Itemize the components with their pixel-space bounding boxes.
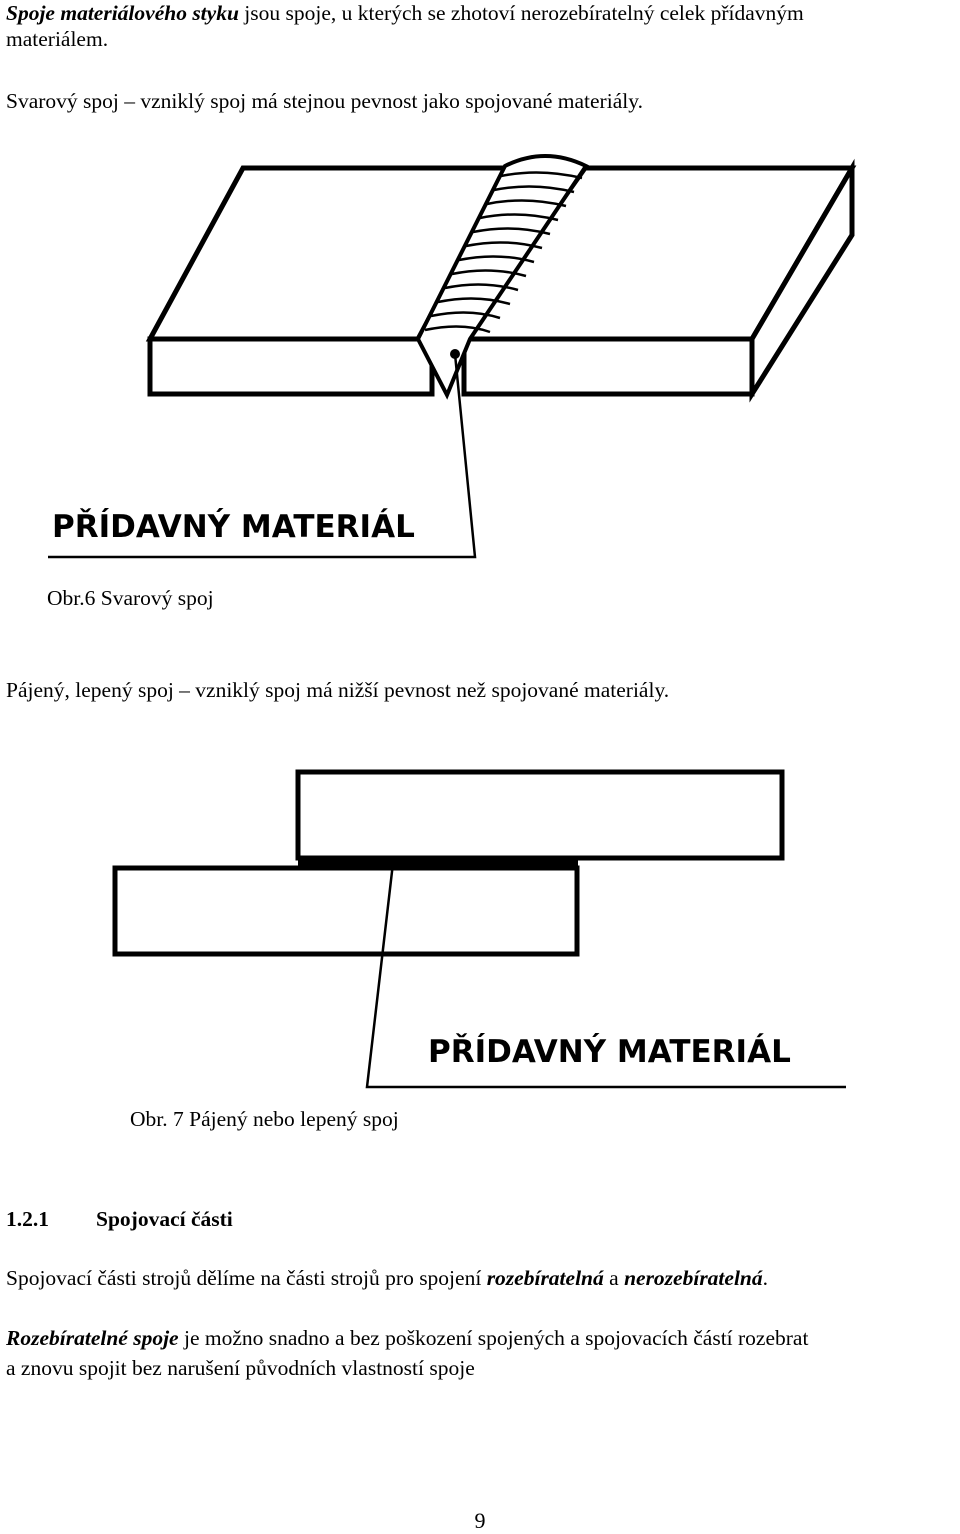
- connecting-parts-text: Spojovací části strojů dělíme na části strojů pro spojení: [6, 1266, 487, 1290]
- section-title: Spojovací části: [96, 1207, 233, 1231]
- connecting-parts-conjunction: a: [603, 1266, 625, 1290]
- soldered-joint-paragraph: Pájený, lepený spoj – vzniklý spoj má nižší pevnost než spojované materiály.: [6, 678, 670, 702]
- connecting-parts-period: .: [762, 1266, 769, 1290]
- intro-paragraph-line-2: materiálem.: [6, 27, 109, 51]
- weld-joint-paragraph: Svarový spoj – vzniklý spoj má stejnou pevnost jako spojované materiály.: [6, 89, 643, 113]
- page-number: 9: [474, 1508, 486, 1533]
- detachable-joints-text: je možno snadno a bez poškození spojených a spojovacích částí rozebrat: [178, 1326, 809, 1350]
- detachable-joints-line-1: [6, 1325, 808, 1351]
- intro-paragraph-line-1: [6, 0, 804, 26]
- intro-paragraph-text: jsou spoje, u kterých se zhotoví nerozebíratelný celek přídavným: [238, 1, 804, 25]
- figure-7-caption: Obr. 7 Pájený nebo lepený spoj: [130, 1107, 399, 1131]
- weld-joint-figure: [0, 140, 960, 570]
- term-detachable-joints: Rozebíratelné spoje: [6, 1326, 179, 1350]
- connecting-parts-paragraph: [6, 1265, 768, 1291]
- term-detachable: rozebíratelná: [486, 1266, 604, 1290]
- term-non-detachable: nerozebíratelná: [624, 1266, 763, 1290]
- adhesive-layer: [298, 858, 578, 868]
- term-material-joints: Spoje materiálového styku: [6, 1, 239, 25]
- solder-filler-label: PŘÍDAVNÝ MATERIÁL: [428, 1034, 791, 1070]
- detachable-joints-line-2: a znovu spojit bez narušení původních vlastností spoje: [6, 1356, 475, 1380]
- section-number: 1.2.1: [6, 1207, 49, 1231]
- figure-6-caption: Obr.6 Svarový spoj: [47, 586, 214, 610]
- solder-joint-figure: [0, 760, 960, 1100]
- weld-filler-label: PŘÍDAVNÝ MATERIÁL: [52, 509, 415, 545]
